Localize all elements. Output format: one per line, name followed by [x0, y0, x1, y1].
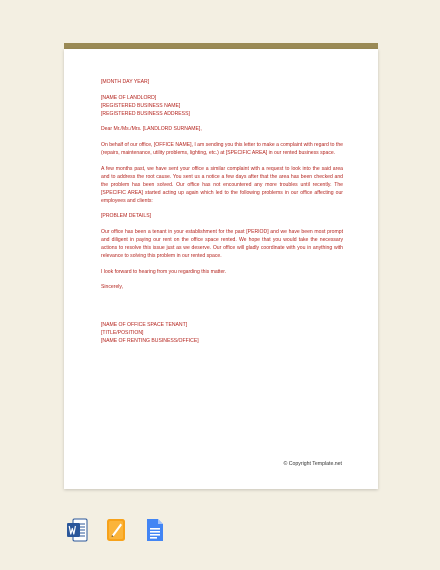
signature-business: [NAME OF RENTING BUSINESS/OFFICE]	[101, 338, 199, 345]
letter-date: [MONTH DAY YEAR]	[101, 79, 150, 85]
paragraph-problem-details: [PROBLEM DETAILS]	[101, 213, 152, 220]
salutation: Dear Mr./Ms./Mrs. [LANDLORD SURNAME],	[101, 126, 202, 133]
signature-tenant-name: [NAME OF OFFICE SPACE TENANT]	[101, 322, 188, 329]
document-page	[64, 49, 378, 489]
signature-title: [TITLE/POSITION]	[101, 330, 144, 337]
recipient-business-name: [REGISTERED BUSINESS NAME]	[101, 102, 181, 109]
google-docs-icon[interactable]	[144, 517, 166, 543]
paragraph-closing-remark: I look forward to hearing from you regarding this matter.	[101, 268, 227, 275]
closing: Sincerely,	[101, 284, 123, 291]
file-format-icons	[66, 517, 166, 543]
paragraph-tenancy: Our office has been a tenant in your establishment for the past [PERIOD] and we have been most prompt and diligent in paying our rent on the office space rented. We hope that you would take the necessary actions to resolve this issue just as we deserve. Our office will gladly coordinate with you in anything with relevance to solving this problem in our rented space.	[101, 229, 343, 259]
paragraph-history: A few months past, we have sent your office a similar complaint with a request to look into the said area and to address the root cause. You sent us a notice a few days after that the area has been checked and the problem has been solved. Our office has not encountered any more troubles until recently. The [SPECIFIC AREA] started acting up again which led to the following problems in our office affecting our employees and clients:	[101, 165, 343, 204]
recipient-block	[101, 95, 343, 119]
word-icon[interactable]	[66, 517, 88, 543]
recipient-name: [NAME OF LANDLORD]	[101, 94, 157, 101]
paragraph-complaint: On behalf of our office, [OFFICE NAME], I am sending you this letter to make a complaint with regard to the (repairs, maintenance, utility problems, lighting, etc.) at [SPECIFIC AREA] in our rented business space.	[101, 142, 343, 157]
copyright-text: © Copyright Template.net	[283, 461, 342, 467]
letter-body	[101, 79, 343, 354]
recipient-business-address: [REGISTERED BUSINESS ADDRESS]	[101, 110, 190, 117]
signature-block	[101, 322, 343, 346]
pages-icon[interactable]	[105, 517, 127, 543]
